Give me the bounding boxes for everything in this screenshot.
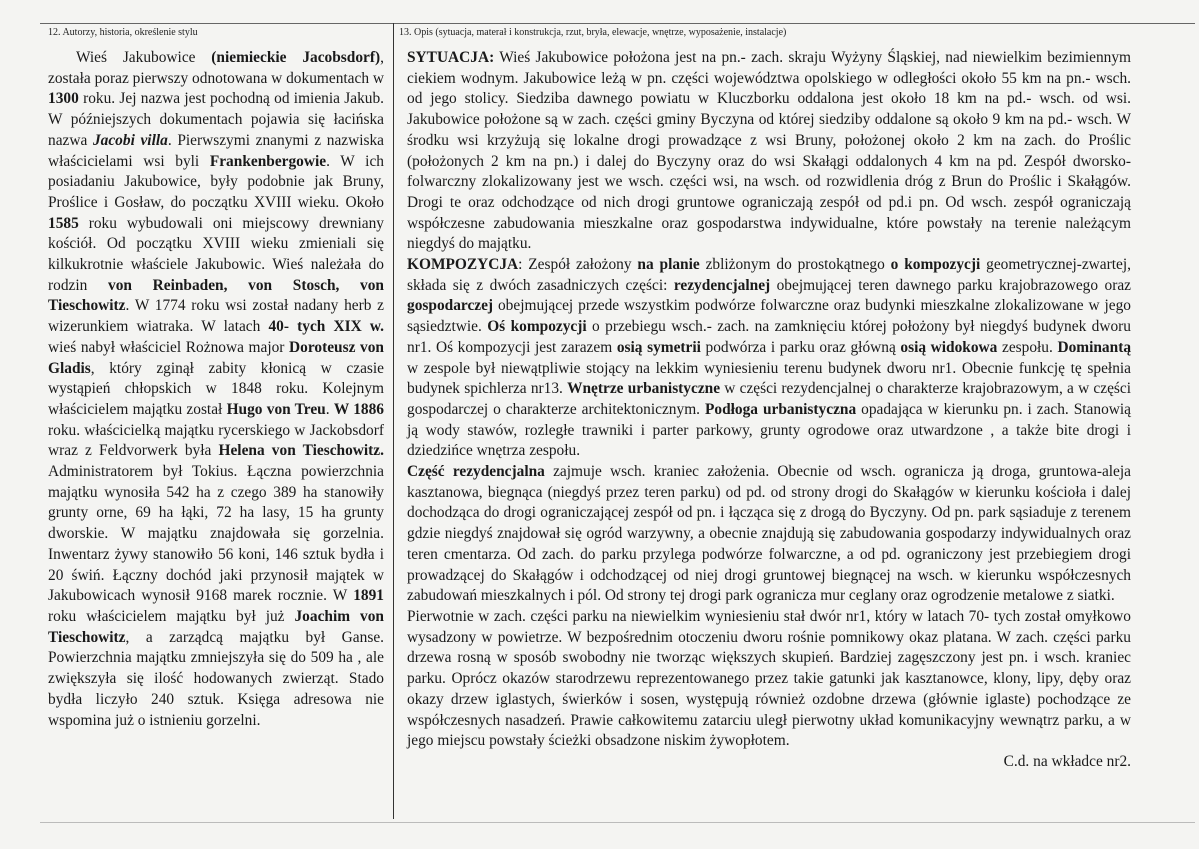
emphasized-text: na planie	[637, 256, 700, 274]
text-run: Jacobi villa	[92, 131, 168, 149]
left-section-header: 12. Autorzy, historia, określenie stylu	[48, 27, 198, 38]
description-paragraph	[407, 255, 1131, 462]
text-run: . Pierwszymi znanymi z nazwiska właścicielami wsi byli	[48, 131, 385, 170]
text-run: roku właścicielem majątku był już	[48, 607, 295, 625]
description-column	[407, 48, 1131, 773]
text-run: Wieś Jakubowice	[76, 49, 212, 66]
top-rule	[40, 23, 1195, 24]
emphasized-text: (niemieckie Jacobsdorf)	[211, 49, 381, 66]
emphasized-text: SYTUACJA:	[407, 49, 495, 66]
emphasized-text: Helena von Tieschowitz.	[218, 442, 384, 460]
text-run: . W 1774 roku wsi został nadany herb z wizerunkiem wiatraka. W latach	[48, 297, 384, 336]
emphasized-text: Wnętrze urbanistyczne	[567, 380, 721, 398]
emphasized-text: gospodarczej	[407, 297, 494, 315]
column-divider	[393, 23, 394, 819]
text-run: . W ich posiadaniu Jakubowice, były podobnie jak Bruny, Proślice i Gosław, do początku XVIII wieku. Około	[48, 152, 384, 211]
continuation-note: C.d. na wkładce nr2.	[1003, 752, 1131, 770]
text-run: o przebiegu wsch.- zach. na zamknięciu której położony był niegdyś budynek dworu nr1. Oś kompozycji jest zarazem	[407, 318, 1131, 356]
emphasized-text: Joachim von Tieschowitz	[48, 607, 384, 646]
text-run: : Zespół założony	[518, 256, 638, 274]
emphasized-text: W 1886	[333, 400, 385, 418]
right-section-header: 13. Opis (sytuacja, materał i konstrukcja, rzut, bryła, elewacje, wnętrze, wyposażenie, instalacje)	[399, 27, 787, 38]
text-run: w zespole był niewątpliwie stojący na lekkim wyniesieniu terenu budynek dworu nr1. Obecnie funkcję tę spełnia budynek spichlerza nr13.	[407, 359, 1131, 398]
emphasized-text: Dominantą	[1057, 338, 1132, 356]
emphasized-text: Oś kompozycji	[487, 318, 587, 336]
text-run: zbliżonym do prostokątnego	[699, 256, 891, 274]
emphasized-text: Doroteusz von Gladis	[48, 338, 384, 377]
emphasized-text: Podłoga urbanistyczna	[704, 400, 857, 418]
description-paragraph	[407, 462, 1131, 607]
text-run: Pierwotnie w zach. części parku na niewielkim wyniesieniu stał dwór nr1, który w latach 70- tych został omyłkowo wysadzony w powietrze. W bezpośrednim otoczeniu dworu rośnie pomnikowy okaz platana. W zach. części parku drzewa rosną w sposób swobodny nie tworząc większych skupień. Bardziej zagęszczony jest pn. i wsch. kraniec parku. Oprócz okazów starodrzewu reprezentowanego przez takie gatunki jak kasztanowce, klony, lipy, dęby oraz okazy drzew iglastych, świerków i sosen, występują również ozdobne drzewa (głównie iglaste) pochodzące ze współczesnych nasadzeń. Prawie całkowitemu zatarciu uległ pierwotny układ komunikacyjny wewnątrz parku, a w jego miejscu powstały ścieżki obsadzone niskim żywopłotem.	[407, 607, 1131, 750]
text-run: , a zarządcą majątku był Ganse. Powierzchnia majątku zmniejszyła się do 509 ha , ale zwiększyła się ilość hodowanych zwierząt. Stado bydła liczyło 240 sztuk. Księga adresowa nie wspomina już o istnieniu gorzelni.	[48, 628, 384, 729]
emphasized-text: Frankenbergowie	[209, 152, 327, 170]
text-run: zajmuje wsch. kraniec założenia. Obecnie od wsch. ogranicza ją droga, gruntowa-aleja kasztanowa, biegnąca (niegdyś przez teren parku) od pd. od strony drogi do Skałągów w kierunku kościoła i dalej dochodząca do drogi ograniczającej zespół od pn. i łącząca się z drogą do Byczyny. Od pn. park sąsiaduje z terenem gdzie niegdyś znajdował się ogród warzywny, a obecnie znajdują się zabudowania gospodarzy indywidualnych oraz teren cmentarza. Od zach. do parku przylega podwórze folwarczne, a od pd. ograniczony jest przebiegiem drogi prowadzącej do Skałągów i odchodzącej od niej drogi gruntowej biegnącej na wsch. w kierunku współczesnych zabudowań mieszkalnych i pól. Od strony tej drogi park ogranicza mur ceglany oraz ogrodzenie metalowe z siatki.	[407, 463, 1131, 605]
emphasized-text: osią symetrii	[616, 338, 701, 356]
emphasized-text: rezydencjalnej	[673, 276, 771, 294]
text-run: roku wybudowali oni miejscowy drewniany kościół. Od początku XVIII wieku zmieniali się kilkukrotnie właściele Jakubowic. Wieś należała do rodzin	[48, 214, 384, 294]
emphasized-text: osią widokowa	[900, 338, 998, 356]
emphasized-text: 1585	[48, 214, 79, 232]
description-paragraph	[407, 607, 1131, 752]
text-run: Wieś Jakubowice położona jest na pn.- zach. skraju Wyżyny Śląskiej, nad niewielkim bezimiennym ciekiem wodnym. Jakubowice leżą w pn. części województwa opolskiego w odległości około 55 km na pn.- wsch. od jego stolicy. Siedziba dawnego powiatu w Kluczborku oddalona jest około 18 km na pd.- wsch. od wsi. Jakubowice położone są w zach. części gminy Byczyna od której siedziby oddalone są około 9 km na pd.- wsch. W środku wsi krzyżują się lokalne drogi prowadzące z wsi Bruny, położonej około 2 km na zach. do Proślic (położonych 2 km na pn.) i dalej do Byczyny oraz do wsi Skałągi oddalonych 4 km na pd. Zespół dworsko- folwarczny zlokalizowany jest we wsch. części wsi, na wsch. od rozwidlenia dróg z Brun do Proślic i Skałągów. Drogi te oraz odchodzące od nich drogi gruntowe ograniczają zespół od pd.i pn. Od wsch. zespół ograniczają współczesne zabudowania mieszkalne oraz gospodarstwa indywidualne, które powstały na terenie należącym niegdyś do majątku.	[407, 49, 1131, 253]
emphasized-text: Hugo von Treu	[226, 400, 326, 418]
text-run: opadająca w kierunku pn. i zach. Stanowią ją wody stawów, rozległe trawniki i parter parkowy, grunty ogrodowe oraz utwardzone , a także bite drogi i dziedzińce wnętrza zespołu.	[407, 400, 1132, 460]
emphasized-text: KOMPOZYCJA	[407, 256, 519, 274]
emphasized-text: o kompozycji	[890, 256, 981, 274]
emphasized-text: 1891	[353, 587, 384, 605]
history-text	[48, 48, 384, 731]
text-run: obejmującej teren dawnego parku krajobrazowego oraz	[770, 276, 1132, 294]
history-column	[48, 48, 384, 731]
text-run: , który zginął zabity kłonicą w czasie wystąpień chłopskich w 1848 roku. Kolejnym właścicielem majątku został	[48, 359, 384, 418]
text-run: podwórza i parku oraz główną	[700, 338, 901, 356]
text-run: zespołu.	[997, 338, 1058, 356]
text-run: roku. Jej nazwa jest pochodną od imienia Jakub. W późniejszych dokumentach pojawia się łacińska nazwa	[48, 90, 384, 149]
emphasized-text: 1300	[48, 90, 79, 108]
text-run: obejmującej przede wszystkim podwórze folwarczne oraz budynki mieszkalne zlokalizowane w jego sąsiedztwie.	[407, 297, 1131, 336]
description-paragraph	[407, 48, 1131, 255]
text-run: w części rezydencjalnej o charakterze krajobrazowym, a w części gospodarczej o charakterze architektonicznym.	[407, 380, 1131, 418]
emphasized-text: 40- tych XIX w.	[268, 318, 384, 336]
emphasized-text: Część rezydencjalna	[407, 463, 545, 481]
text-run: .	[325, 400, 334, 418]
bottom-rule	[40, 822, 1195, 823]
text-run: geometrycznej-zwartej, składa się z dwóch zasadniczych części:	[407, 256, 1131, 294]
text-run: wieś nabył właściciel Rożnowa major	[48, 338, 290, 356]
text-run: Administratorem był Tokius. Łączna powierzchnia majątku wynosiła 542 ha z czego 389 ha stanowiły grunty orne, 69 ha łąki, 72 ha lasy, 15 ha grunty dworskie. W majątku znajdowała się gorzelnia. Inwentarz żywy stanowiło 56 koni, 146 sztuk bydła i 20 świń. Łączny dochód jaki przynosił majątek w Jakubowicach wynosił 9168 marek rocznie. W	[48, 463, 384, 605]
emphasized-text	[93, 132, 168, 149]
text-run: , została poraz pierwszy odnotowana w dokumentach w	[48, 49, 384, 87]
text-run: roku. właścicielką majątku rycerskiego w Jackobsdorf wraz z Feldvorwerk była	[48, 421, 384, 460]
emphasized-text: von Reinbaden, von Stosch, von Tieschowitz	[48, 276, 384, 315]
